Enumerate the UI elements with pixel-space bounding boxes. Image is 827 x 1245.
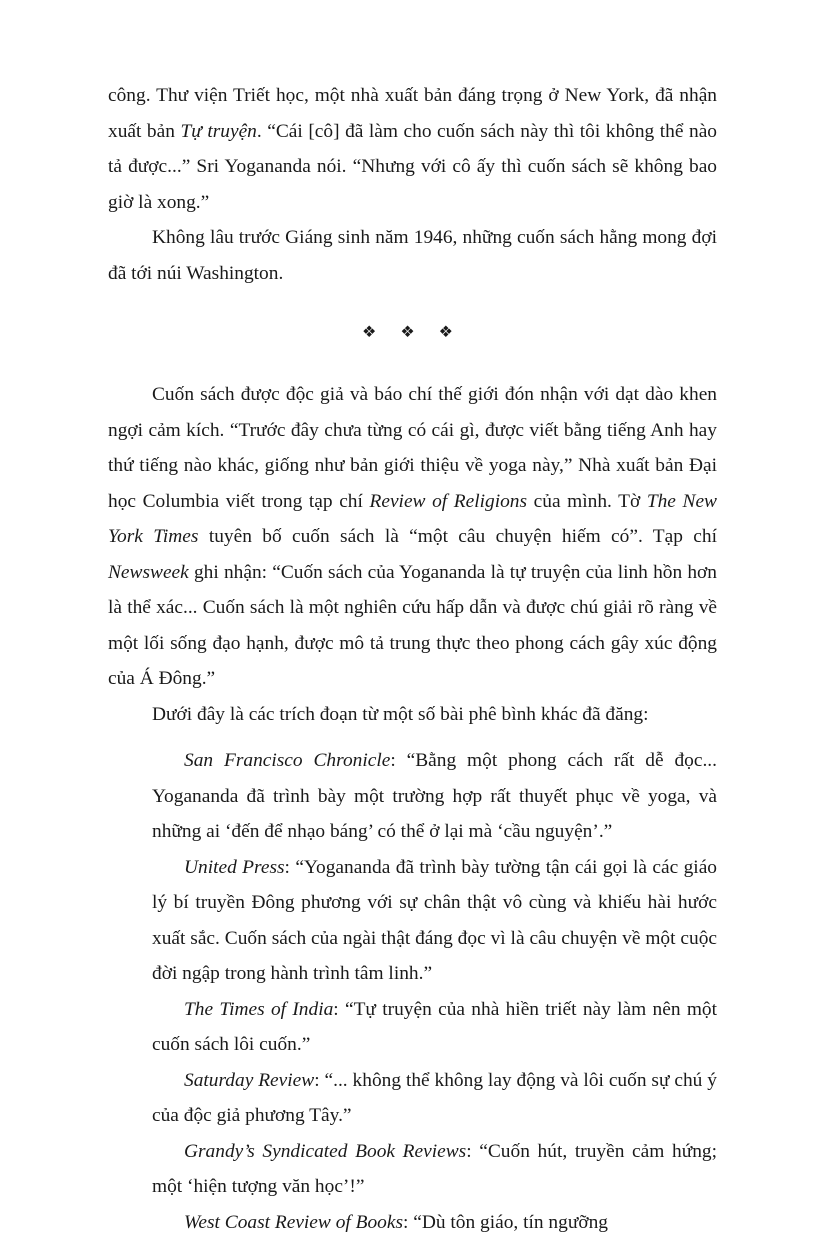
run-text: Dưới đây là các trích đoạn từ một số bài phê bình khác đã đăng: — [152, 703, 649, 725]
review-text: : “Cuốn hút, truyền cảm hứng; một ‘hiện tượng văn học’!” — [152, 1140, 717, 1197]
review-text: : “Yogananda đã trình bày tường tận cái gọi là các giáo lý bí truyền Đông phương với sự chân thật vô cùng và khiếu hài hước xuất sắc. Cuốn sách của ngài thật đáng đọc vì là câu chuyện về một cuộc đời ngập trong hành trình tâm linh.” — [152, 856, 717, 984]
review-text: : “Dù tôn giáo, tín ngưỡng — [403, 1211, 608, 1233]
review-source: United Press — [184, 856, 285, 878]
review-quote — [152, 743, 717, 850]
run-text: ghi nhận: “Cuốn sách của Yogananda là tự truyện của linh hồn hơn là thể xác... Cuốn sách là một nghiên cứu hấp dẫn và được chú giải rõ ràng về một lối sống đạo hạnh, được mô tả trung thực theo phong cách gây xúc động của Á Đông.” — [108, 561, 717, 689]
run-italic: Review of Religions — [369, 490, 528, 512]
section-ornament: ❖ ❖ ❖ — [361, 324, 464, 341]
review-quote — [152, 1205, 717, 1241]
run-text: Không lâu trước Giáng sinh năm 1946, những cuốn sách hằng mong đợi đã tới núi Washington. — [108, 227, 717, 284]
review-source: San Francisco Chronicle — [184, 750, 391, 771]
review-quote — [152, 992, 717, 1063]
review-text: : “Bằng một phong cách rất dễ đọc... Yogananda đã trình bày một trường hợp rất thuyết phục về yoga, và những ai ‘đến để nhạo báng’ có thể ở lại mà ‘cầu nguyện’.” — [152, 750, 717, 842]
review-source: Grandy’s Syndicated Book Reviews — [184, 1140, 467, 1162]
review-quotes-list — [108, 743, 717, 1240]
run-text: công. Thư viện Triết học, một nhà xuất bản đáng trọng ở New York, đã nhận xuất bản — [108, 85, 717, 142]
run-italic: Newsweek — [108, 561, 189, 583]
run-italic: Tự truyện — [180, 120, 257, 142]
review-source: The Times of India — [184, 998, 334, 1020]
paragraph-3 — [108, 377, 717, 697]
review-text: : “Tự truyện của nhà hiền triết này làm nên một cuốn sách lôi cuốn.” — [152, 998, 717, 1055]
review-quote — [152, 1134, 717, 1205]
review-quote — [152, 1063, 717, 1134]
page-body — [108, 78, 717, 1240]
run-text: của mình. Tờ — [527, 490, 647, 512]
run-text: Cuốn sách được độc giả và báo chí thế giới đón nhận với dạt dào khen ngợi cảm kích. “Trước đây chưa từng có cái gì, được viết bằng tiếng Anh hay thứ tiếng nào khác, giống như bản giới thiệu về yoga này,” Nhà xuất bản Đại học Columbia viết trong tạp chí — [108, 384, 717, 512]
paragraph-4 — [108, 697, 717, 733]
review-source: West Coast Review of Books — [184, 1211, 404, 1233]
review-quote — [152, 850, 717, 992]
paragraph-2 — [108, 220, 717, 291]
review-text: : “... không thể không lay động và lôi cuốn sự chú ý của độc giả phương Tây.” — [152, 1069, 717, 1126]
run-text: tuyên bố cuốn sách là “một câu chuyện hiếm có”. Tạp chí — [198, 526, 717, 547]
review-source: Saturday Review — [184, 1069, 315, 1091]
paragraph-1 — [108, 78, 717, 220]
run-text: . “Cái [cô] đã làm cho cuốn sách này thì tôi không thể nào tả được...” Sri Yogananda nói. “Nhưng với cô ấy thì cuốn sách sẽ không bao giờ là xong.” — [108, 120, 718, 213]
run-italic: The New York Times — [108, 490, 717, 547]
